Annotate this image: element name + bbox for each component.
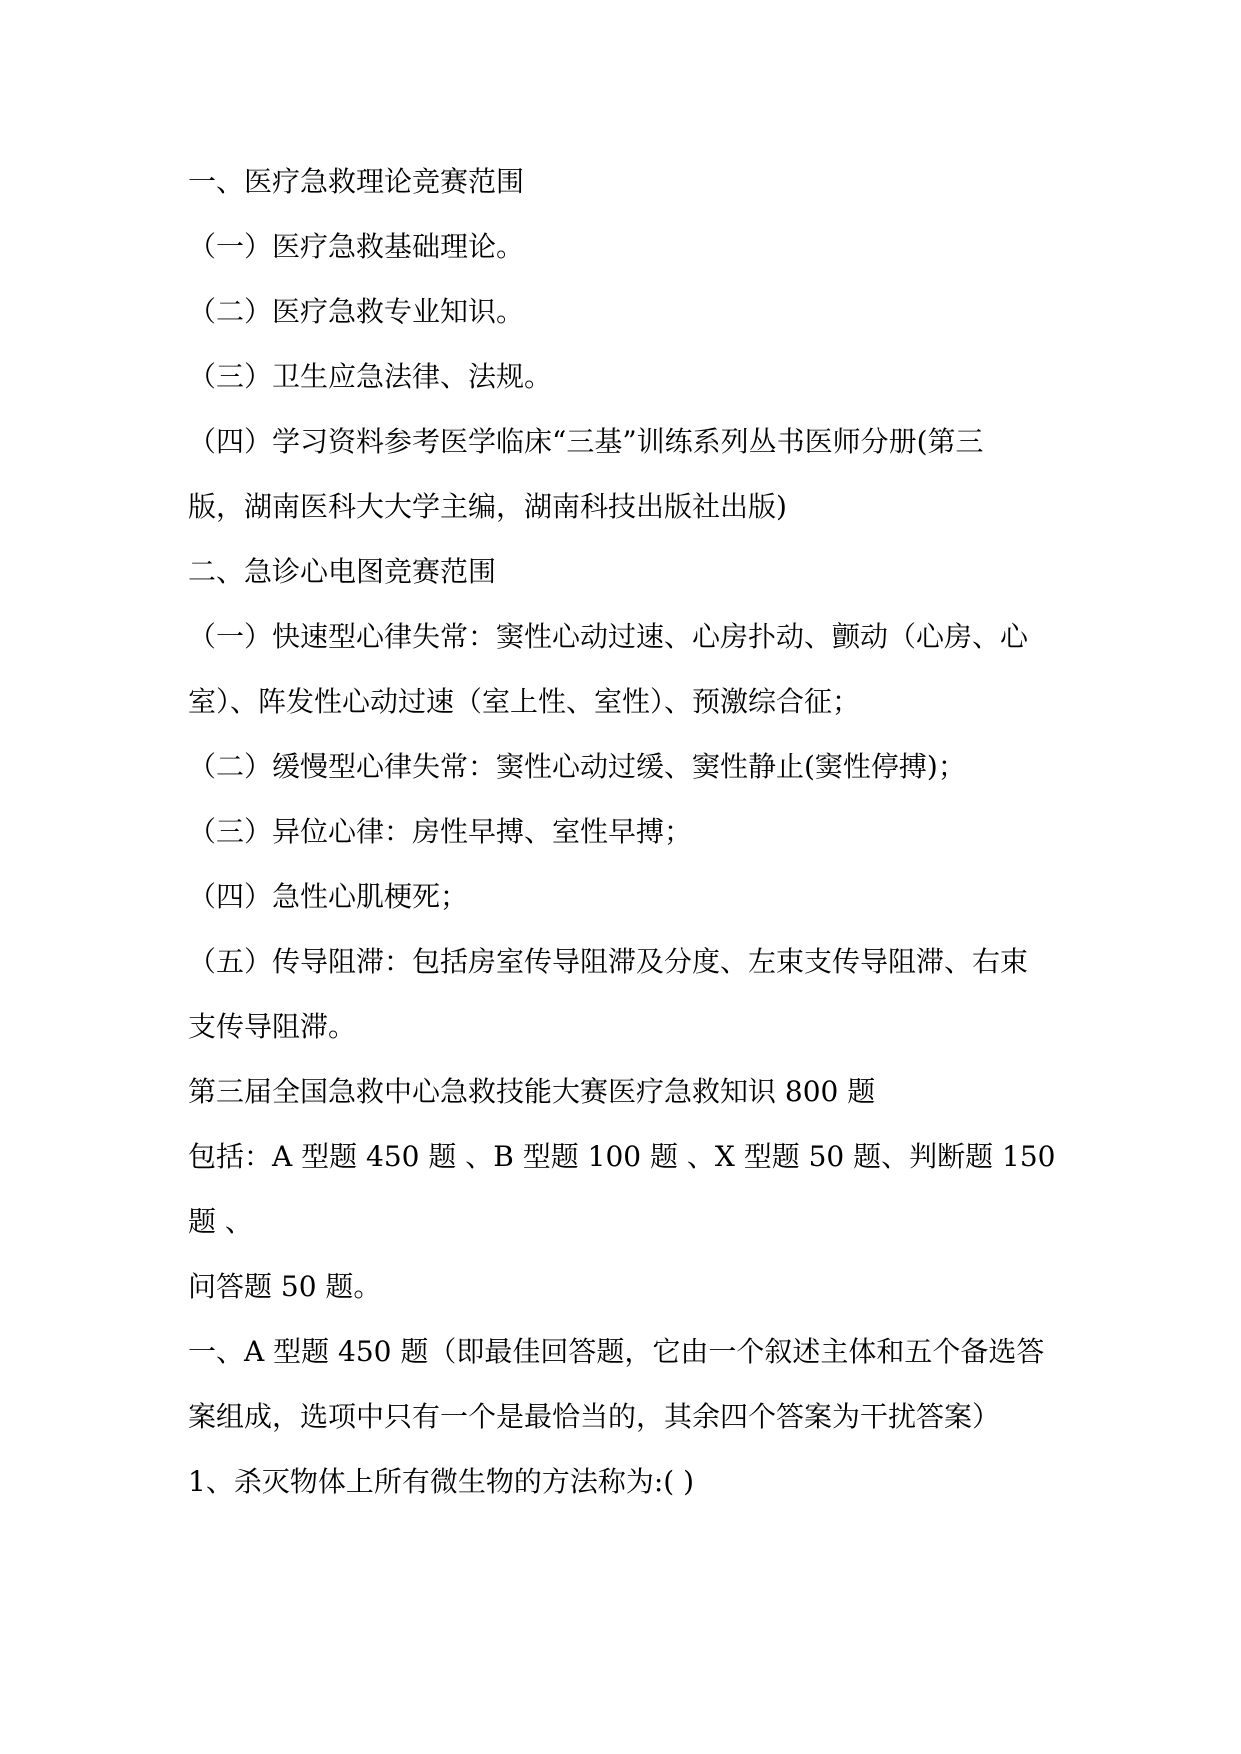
text-line: （二）医疗急救专业知识。 [188, 295, 525, 328]
text-line: （二）缓慢型心律失常：窦性心动过缓、窦性静止(窦性停搏)； [188, 750, 966, 783]
document-body [188, 160, 1058, 1525]
section-heading-a-type: 一、A 型题 450 题（即最佳回答题，它由一个叙述主体和五个备选答 [188, 1335, 1045, 1368]
text-line: （四）学习资料参考医学临床“三基”训练系列丛书医师分册(第三 [188, 425, 984, 458]
text-line: （五）传导阻滞：包括房室传导阻滞及分度、左束支传导阻滞、右束 [188, 945, 1029, 978]
text-line: 版，湖南医科大大学主编，湖南科技出版社出版) [188, 490, 787, 523]
text-line: 支传导阻滞。 [188, 1010, 357, 1043]
text-line: （一）医疗急救基础理论。 [188, 230, 525, 263]
question-bank-title: 第三届全国急救中心急救技能大赛医疗急救知识 800 题 [188, 1075, 876, 1108]
text-line: （三）卫生应急法律、法规。 [188, 360, 553, 393]
text-line: （四）急性心肌梗死； [188, 880, 469, 913]
text-line: 问答题 50 题。 [188, 1270, 382, 1303]
text-line: （一）快速型心律失常：窦性心动过速、心房扑动、颤动（心房、心 [188, 620, 1029, 653]
text-line: 案组成，选项中只有一个是最恰当的，其余四个答案为干扰答案） [188, 1400, 1001, 1433]
text-line: （三）异位心律：房性早搏、室性早搏； [188, 815, 693, 848]
text-line: 包括：A 型题 450 题 、B 型题 100 题 、X 型题 50 题、判断题 150 [188, 1140, 1056, 1173]
section-heading-theory: 一、医疗急救理论竞赛范围 [188, 165, 525, 198]
section-heading-ecg: 二、急诊心电图竞赛范围 [188, 555, 497, 588]
text-line: 室）、阵发性心动过速（室上性、室性）、预激综合征； [188, 685, 861, 718]
text-line: 题 、 [188, 1205, 253, 1238]
question-item: 1、杀灭物体上所有微生物的方法称为:( ) [188, 1465, 694, 1498]
